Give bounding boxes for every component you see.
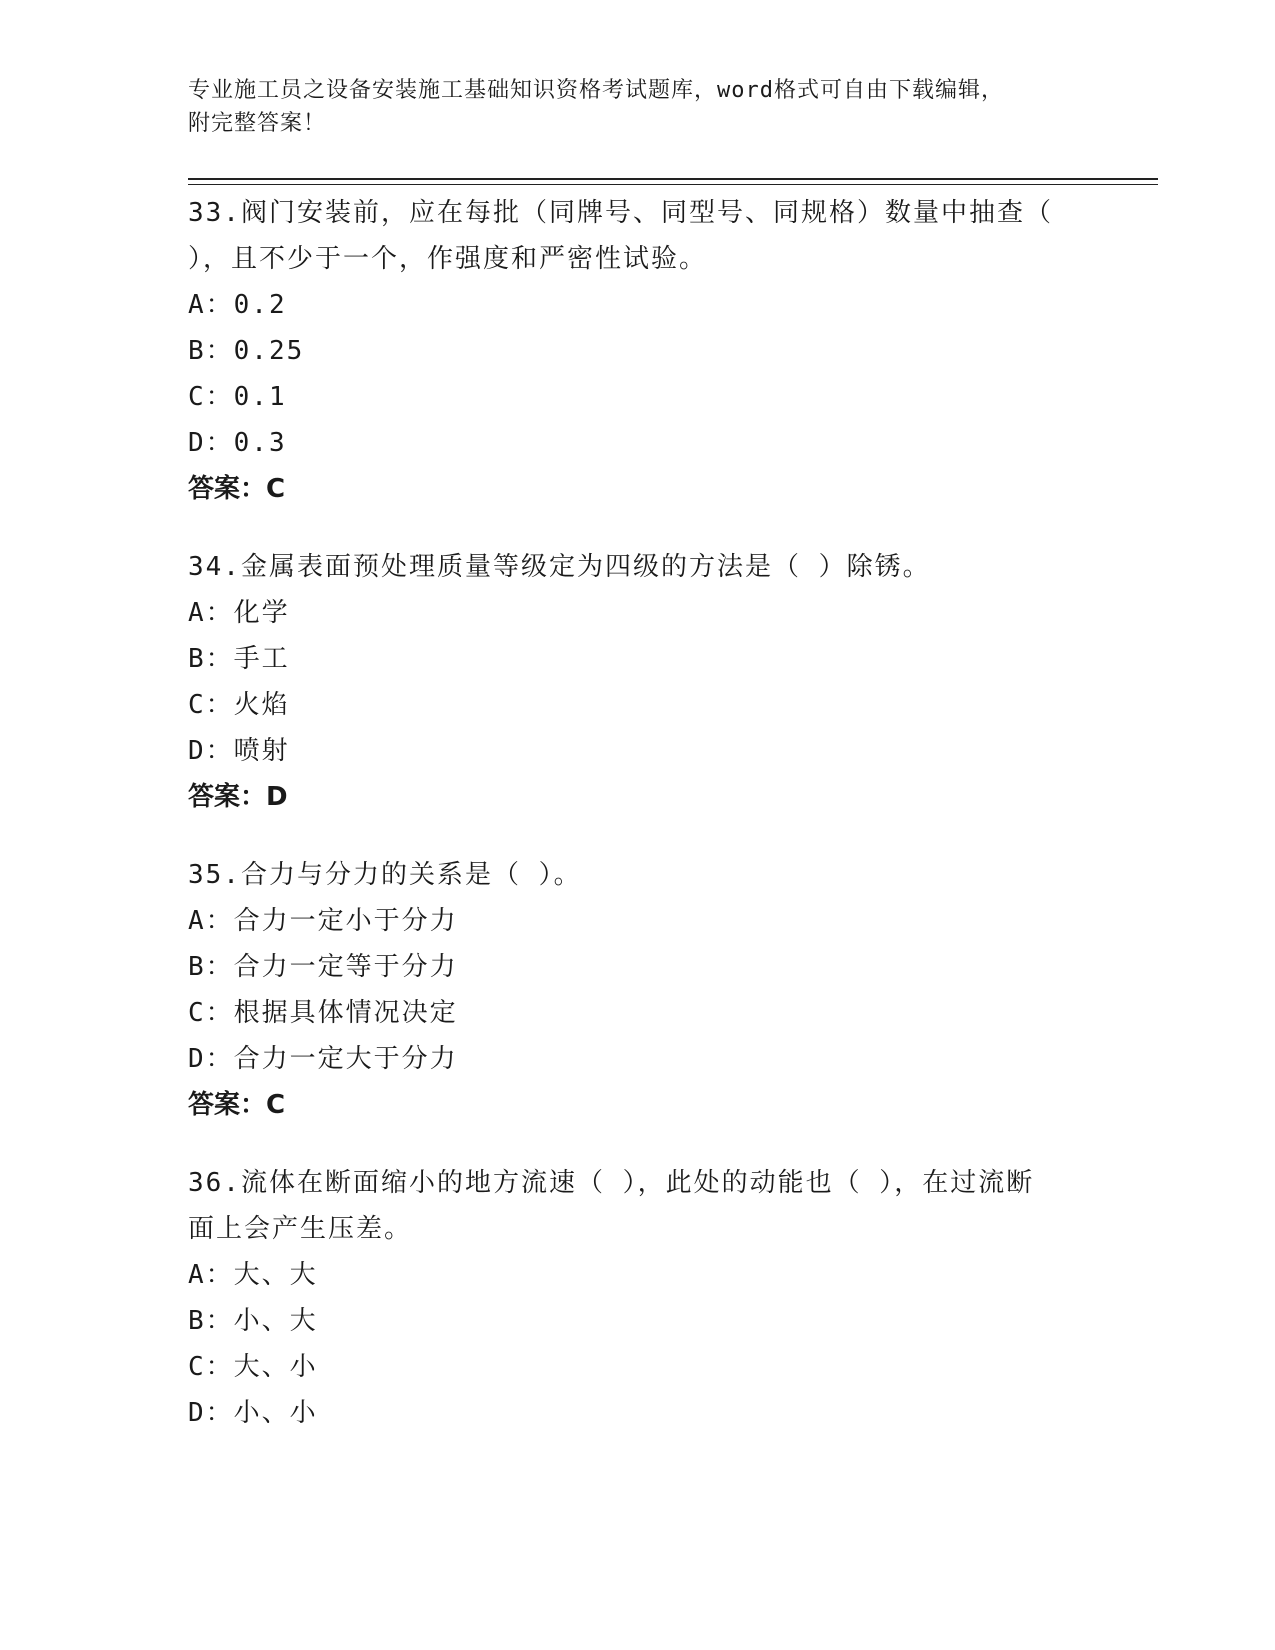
header-divider-thin [188,184,1158,185]
option-b: B：手工 [188,644,290,674]
question-list [188,190,1088,1468]
option-a: A：大、大 [188,1260,318,1290]
answer: 答案：C [188,474,286,504]
option-b: B：0.25 [188,336,305,366]
option-b: B：小、大 [188,1306,318,1336]
option-d: D：喷射 [188,736,290,766]
question-stem: 36.流体在断面缩小的地方流速（ ），此处的动能也（ ），在过流断 [188,1168,1035,1198]
question-34 [188,544,1088,820]
option-d: D：0.3 [188,428,287,458]
question-stem: 33.阀门安装前，应在每批（同牌号、同型号、同规格）数量中抽查（ [188,198,1053,228]
option-a: A：化学 [188,598,290,628]
header-line-1: 专业施工员之设备安装施工基础知识资格考试题库，word格式可自由下载编辑， [188,78,1004,103]
document-header [188,74,1068,140]
option-d: D：小、小 [188,1398,318,1428]
question-stem: 35.合力与分力的关系是（ ）。 [188,860,582,890]
option-d: D：合力一定大于分力 [188,1044,458,1074]
answer: 答案：C [188,1090,286,1120]
option-a: A：0.2 [188,290,287,320]
answer: 答案：D [188,782,288,812]
option-a: A：合力一定小于分力 [188,906,458,936]
option-c: C：0.1 [188,382,287,412]
header-line-2: 附完整答案！ [188,111,327,136]
option-b: B：合力一定等于分力 [188,952,458,982]
question-33 [188,190,1088,512]
question-stem-continued: 面上会产生压差。 [188,1214,413,1244]
option-c: C：大、小 [188,1352,318,1382]
question-stem: 34.金属表面预处理质量等级定为四级的方法是（ ）除锈。 [188,552,931,582]
header-divider-thick [188,178,1158,180]
question-stem-continued: ），且不少于一个，作强度和严密性试验。 [188,244,708,274]
question-36 [188,1160,1088,1436]
option-c: C：火焰 [188,690,290,720]
option-c: C：根据具体情况决定 [188,998,458,1028]
question-35 [188,852,1088,1128]
